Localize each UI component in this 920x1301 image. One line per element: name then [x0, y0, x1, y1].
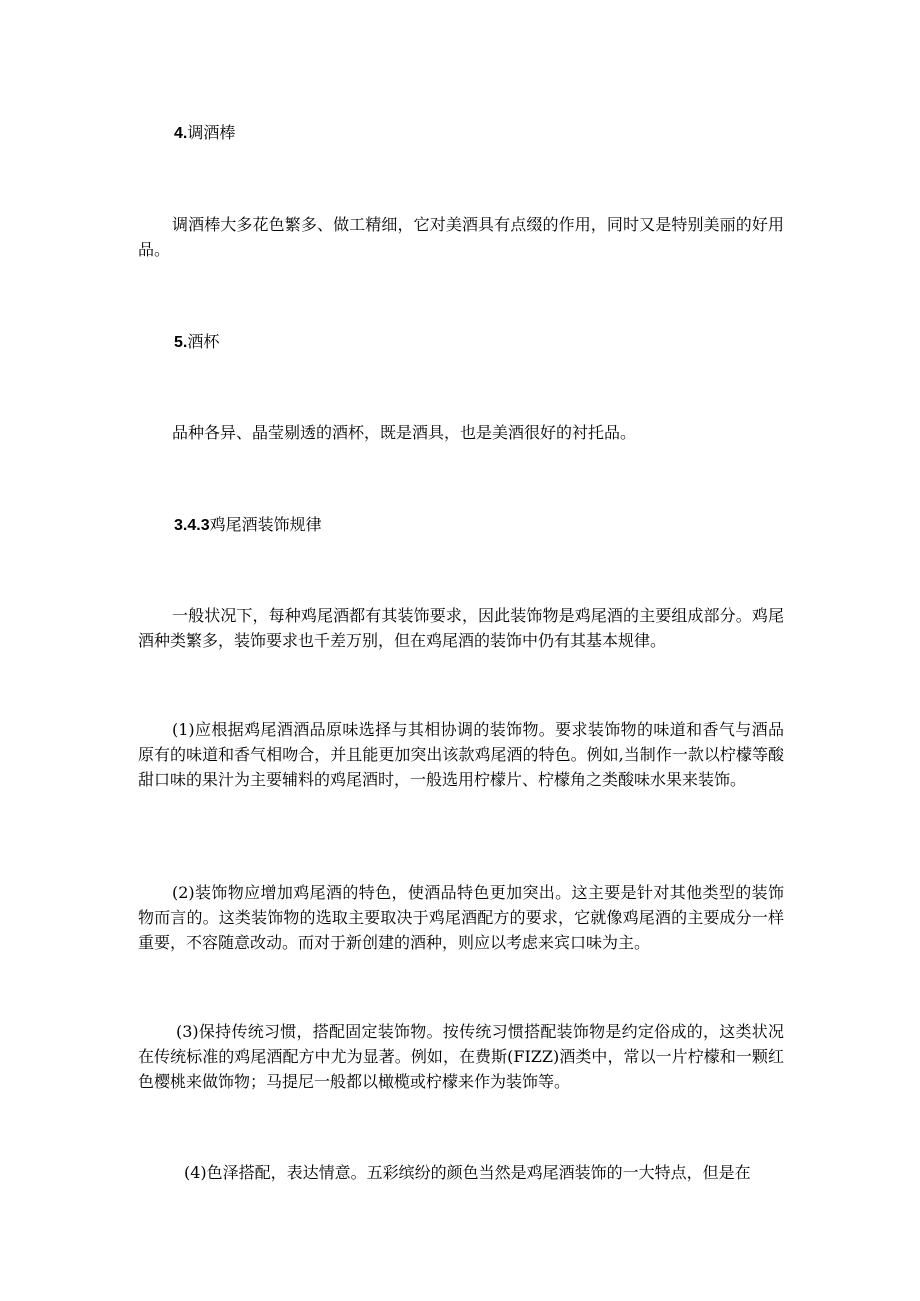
- heading-section-5: [174, 329, 820, 355]
- heading-title: 调酒棒: [187, 123, 236, 142]
- paragraph-rule-1: (1)应根据鸡尾酒酒品原味选择与其相协调的装饰物。要求装饰物的味道和香气与酒品原有的味道和香气相吻合，并且能更加突出该款鸡尾酒的特色。例如,当制作一款以柠檬等酸甜口味的果汁为主要辅料的鸡尾酒时，一般选用柠檬片、柠檬角之类酸味水果来装饰。: [138, 720, 784, 789]
- paragraph-rule-2: (2)装饰物应增加鸡尾酒的特色，使酒品特色更加突出。这主要是针对其他类型的装饰物而言的。这类装饰物的选取主要取决于鸡尾酒配方的要求，它就像鸡尾酒的主要成分一样重要，不容随意改动。而对于新创建的酒种，则应以考虑来宾口味为主。: [138, 883, 784, 952]
- heading-section-4: [174, 120, 820, 146]
- heading-title: 酒杯: [187, 332, 220, 351]
- heading-section-3-4-3: [174, 512, 820, 538]
- heading-number: 4.: [174, 125, 188, 142]
- heading-number: 5.: [174, 334, 188, 351]
- paragraph-section-5: 品种各异、晶莹剔透的酒杯，既是酒具，也是美酒很好的衬托品。: [172, 423, 637, 442]
- heading-number: 3.4.3: [174, 517, 210, 534]
- paragraph-rule-4: (4)色泽搭配，表达情意。五彩缤纷的颜色当然是鸡尾酒装饰的一大特点，但是在: [184, 1163, 751, 1182]
- heading-title: 鸡尾酒装饰规律: [209, 515, 322, 534]
- paragraph-rule-3: (3)保持传统习惯，搭配固定装饰物。按传统习惯搭配装饰物是约定俗成的，这类状况在传统标准的鸡尾酒配方中尤为显著。例如，在费斯(FIZZ)酒类中，常以一片柠檬和一颗红色樱桃来做饰物；马提尼一般都以橄榄或柠檬来作为装饰等。: [138, 1022, 784, 1091]
- paragraph-section-4: 调酒棒大多花色繁多、做工精细，它对美酒具有点缀的作用，同时又是特别美丽的好用品。: [138, 215, 784, 259]
- paragraph-intro: 一般状况下，每种鸡尾酒都有其装饰要求，因此装饰物是鸡尾酒的主要组成部分。鸡尾酒种类繁多，装饰要求也千差万别，但在鸡尾酒的装饰中仍有其基本规律。: [138, 606, 784, 650]
